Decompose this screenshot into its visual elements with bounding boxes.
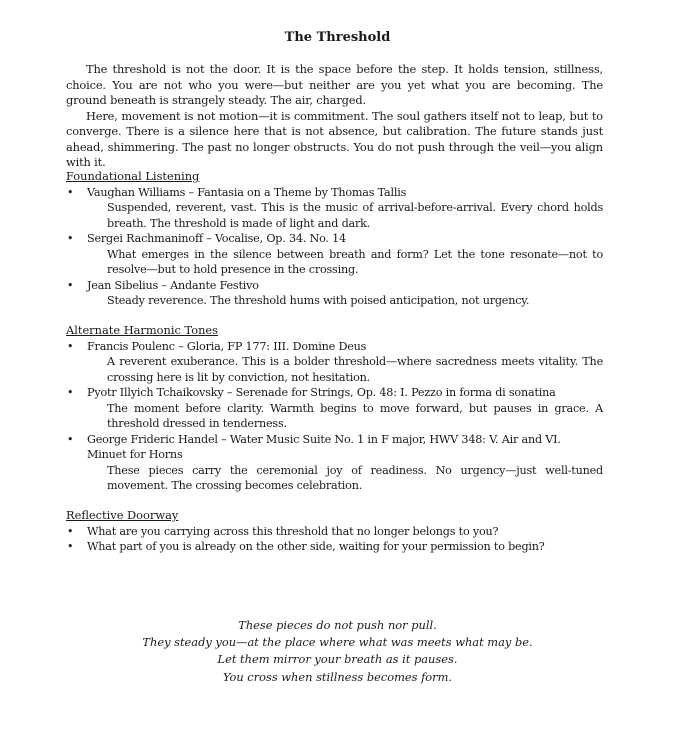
bullet-icon: • [67, 540, 74, 553]
piece-title: Jean Sibelius – Andante Festivo [87, 278, 259, 292]
piece-title: Vaughan Williams – Fantasia on a Theme by Thomas Tallis [87, 185, 407, 199]
bullet-icon: • [67, 339, 74, 353]
reflective-section [66, 508, 603, 555]
list-item [66, 385, 603, 432]
piece-title: Pyotr Illyich Tchaikovsky – Serenade for Strings, Op. 48: I. Pezzo in forma di sonatina [87, 386, 556, 399]
list-item [66, 339, 603, 386]
bullet-icon: • [67, 278, 74, 292]
bullet-icon: • [67, 432, 74, 446]
verse-line: Let them mirror your breath as it pauses. [217, 652, 458, 667]
piece-title: Francis Poulenc – Gloria, FP 177: III. Domine Deus [87, 339, 367, 353]
piece-description: Suspended, reverent, vast. This is the music of arrival-before-arrival. Every chord holds breath. The threshold is made of light and dark. [107, 201, 603, 230]
page-title: The Threshold [284, 30, 391, 45]
intro-section [66, 62, 603, 171]
piece-title: Sergei Rachmaninoff – Vocalise, Op. 34. No. 14 [87, 232, 346, 245]
piece-title: George Frideric Handel – Water Music Suite No. 1 in F major, HWV 348: V. Air and VI. Minuet for Horns [87, 432, 561, 461]
section-heading: Reflective Doorway [66, 508, 179, 522]
list-item [66, 524, 603, 540]
reflective-question: What are you carrying across this threshold that no longer belongs to you? [87, 524, 499, 538]
piece-description: These pieces carry the ceremonial joy of readiness. No urgency—just well-tuned movement. The crossing becomes celebration. [107, 463, 603, 492]
bullet-icon: • [67, 232, 74, 245]
list-item [66, 185, 603, 232]
list-item [66, 539, 603, 555]
bullet-icon: • [67, 524, 74, 538]
intro-paragraph: Here, movement is not motion—it is commitment. The soul gathers itself not to leap, but to converge. There is a silence here that is not absence, but calibration. The future stands just ahead, shimmering. The past no longer obstructs. You do not push through the veil—you align with it. [66, 108, 603, 169]
section-heading: Foundational Listening [66, 169, 200, 183]
reflective-question: What part of you is already on the other side, waiting for your permission to begin? [87, 540, 545, 553]
list-item [66, 278, 603, 309]
foundational-section [66, 169, 603, 309]
verse-line: They steady you—at the place where what was meets what may be. [142, 635, 533, 650]
list-item [66, 432, 603, 494]
piece-description: The moment before clarity. Warmth begins to move forward, but pauses in grace. A threshold dressed in tenderness. [107, 401, 603, 430]
piece-description: A reverent exuberance. This is a bolder threshold—where sacredness meets vitality. The crossing here is lit by conviction, not hesitation. [107, 355, 603, 384]
verse-line: These pieces do not push nor pull. [238, 618, 437, 632]
list-item [66, 231, 603, 278]
piece-description: What emerges in the silence between breath and form? Let the tone resonate—not to resolve—but to hold presence in the crossing. [107, 247, 603, 276]
verse-line: You cross when stillness becomes form. [222, 669, 453, 684]
closing-verse [0, 617, 675, 686]
intro-paragraph: The threshold is not the door. It is the space before the step. It holds tension, stillness, choice. You are not who you were—but neither are you yet what you are becoming. The ground beneath is strangely steady. The air, charged. [66, 62, 603, 107]
bullet-icon: • [67, 386, 74, 399]
section-heading: Alternate Harmonic Tones [66, 323, 218, 337]
piece-description: Steady reverence. The threshold hums with poised anticipation, not urgency. [107, 294, 530, 307]
bullet-icon: • [67, 185, 74, 199]
alternate-section [66, 323, 603, 494]
